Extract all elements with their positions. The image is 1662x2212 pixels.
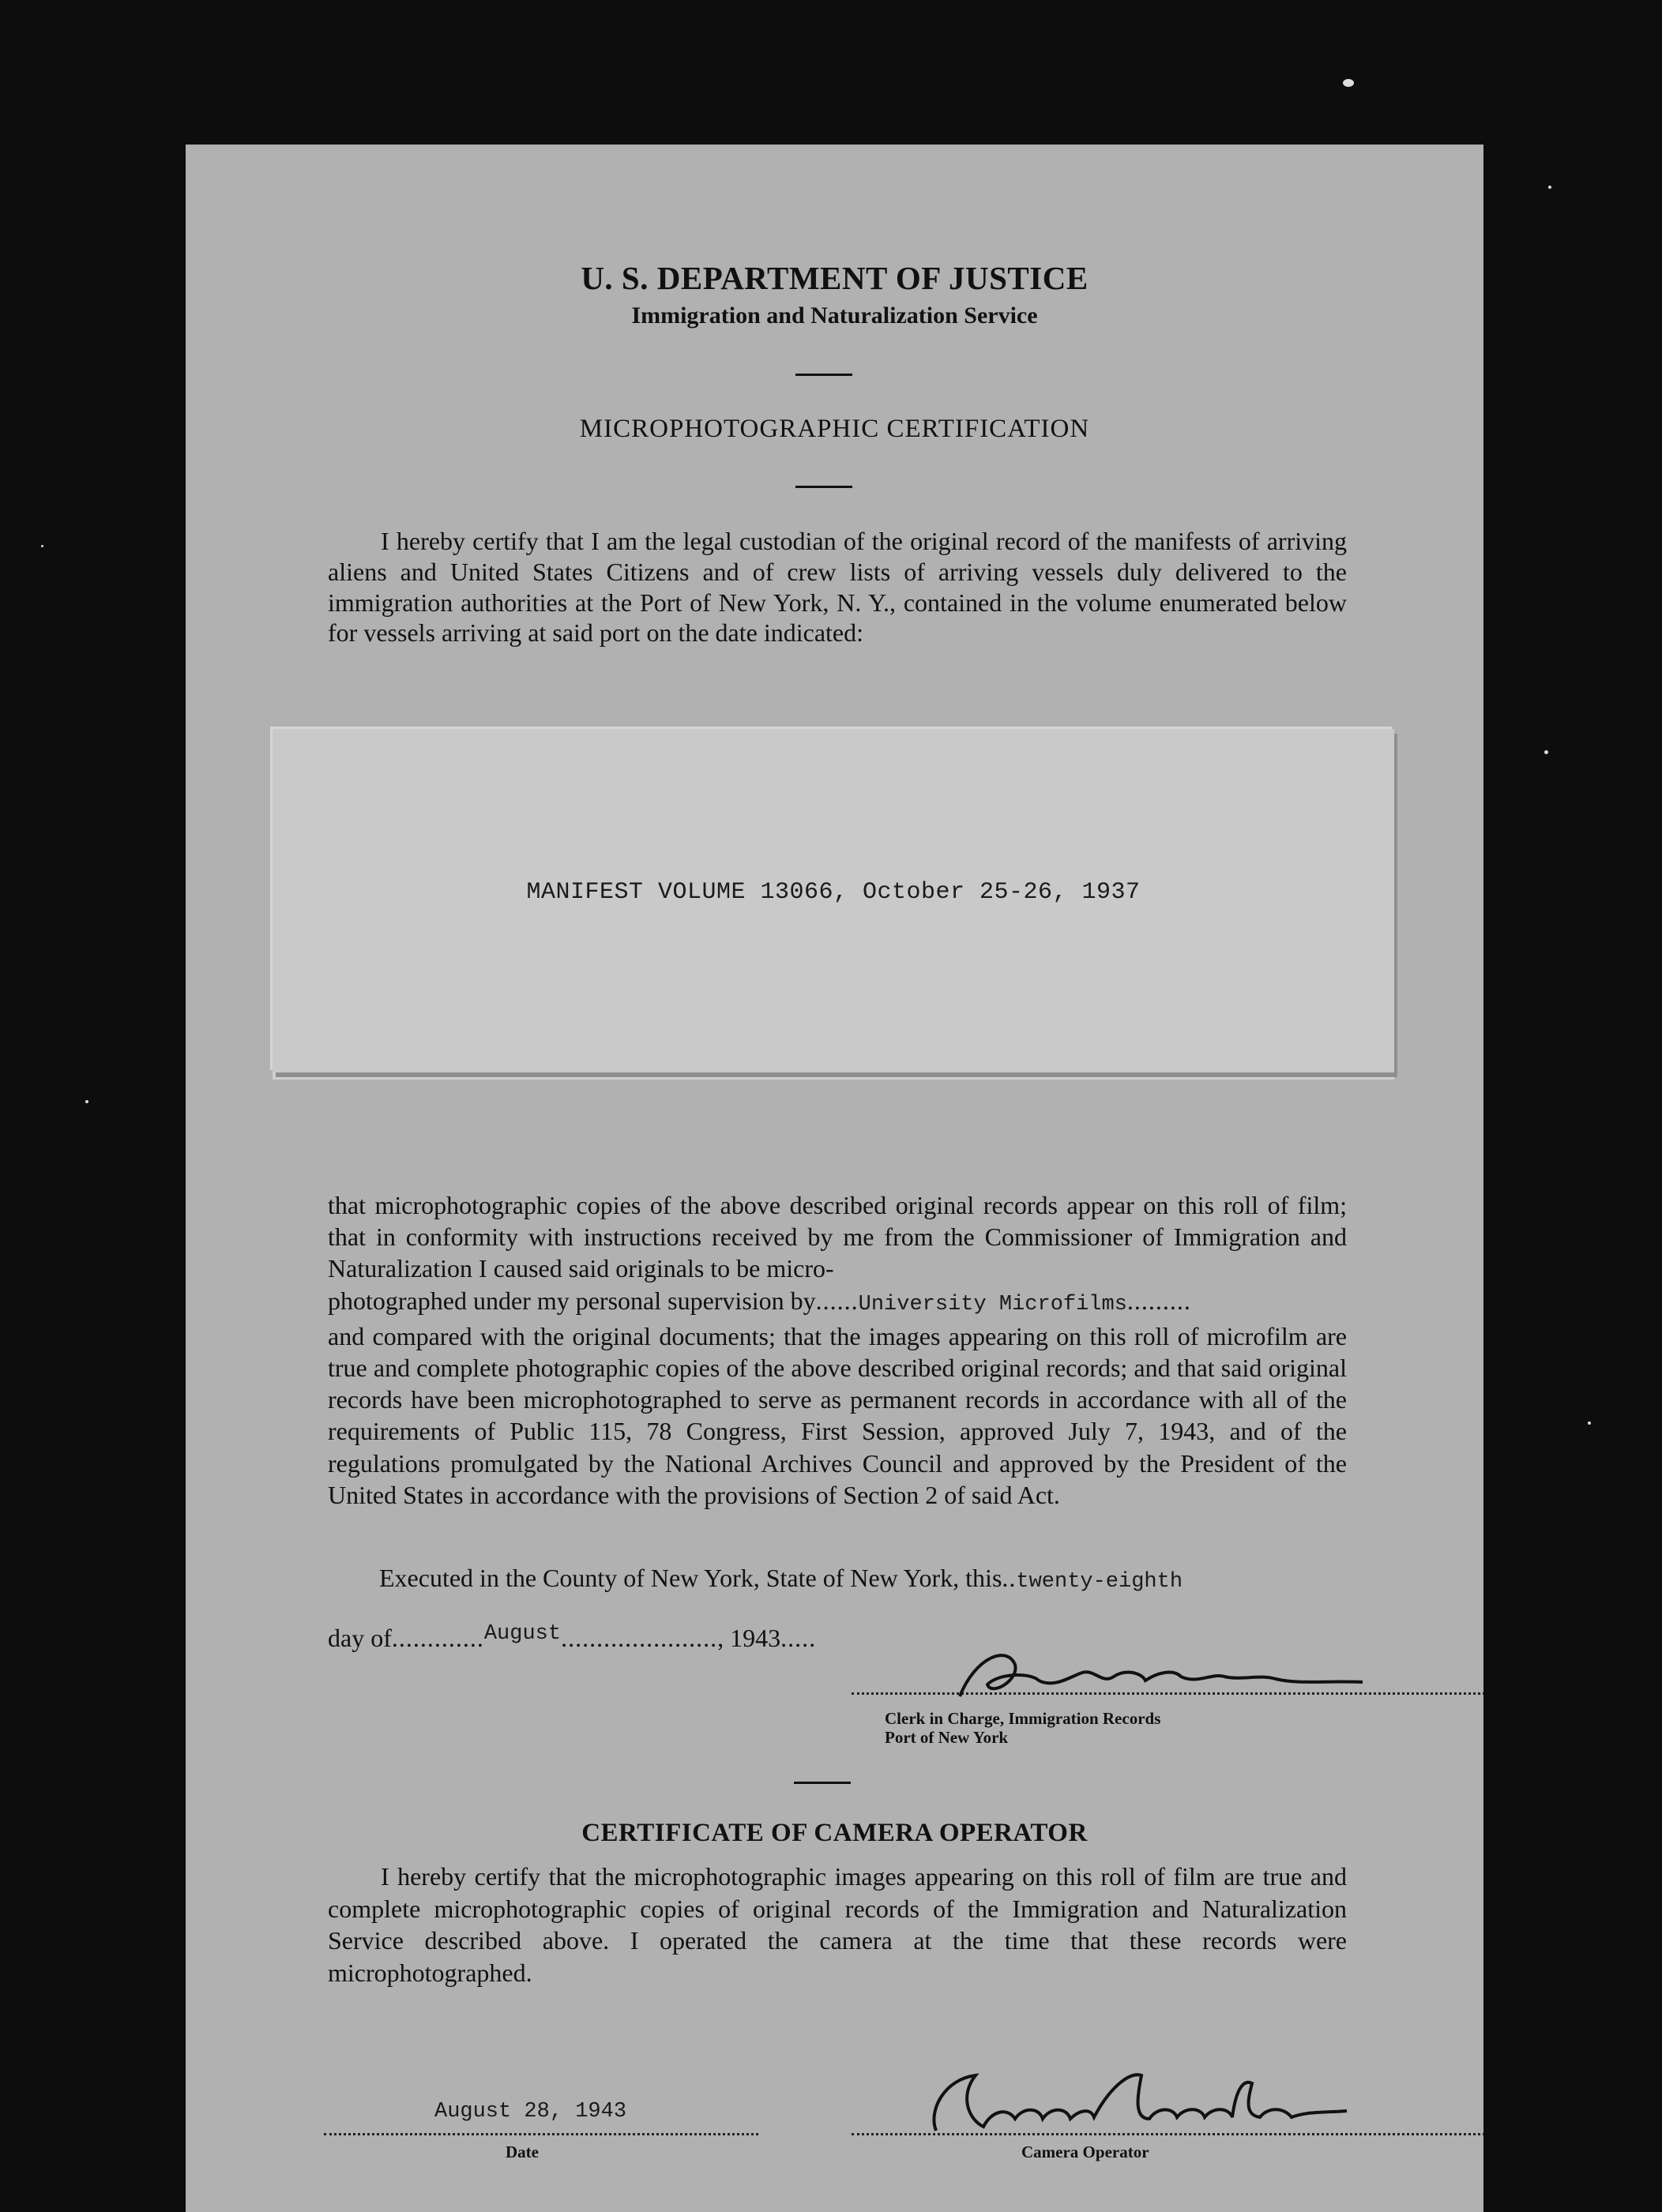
clerk-title-line-1: Clerk in Charge, Immigration Records — [885, 1709, 1161, 1728]
certification-body — [328, 1189, 1347, 1511]
volume-slip — [273, 729, 1394, 1072]
day-of-line — [328, 1624, 816, 1654]
executed-prefix: Executed in the County of New York, State of New York, this — [379, 1564, 1002, 1592]
clerk-title-line-2: Port of New York — [885, 1728, 1009, 1747]
month-field: August — [483, 1622, 562, 1646]
clerk-signature — [944, 1641, 1386, 1704]
dot-leader: ............. — [391, 1624, 484, 1652]
certificate-page — [186, 145, 1483, 2212]
divider-rule — [794, 1782, 851, 1784]
executed-line — [379, 1564, 1183, 1594]
manifest-volume-text: MANIFEST VOLUME 13066, October 25-26, 1937 — [526, 879, 1141, 906]
clerk-title — [885, 1709, 1160, 1747]
custodian-statement: I hereby certify that I am the legal custodian of the original record of the manifests of arriving aliens and United States Citizens and of crew lists of arriving vessels duly delivered to the immigration authorities at the Port of New York, N. Y., contained in the volume enumerated below for vessels arriving at said port on the date indicated: — [328, 527, 1347, 648]
date-signature-line — [324, 2133, 758, 2135]
date-field: August 28, 1943 — [434, 2100, 627, 2124]
operator-signature — [912, 2064, 1355, 2139]
day-of-label: day of — [328, 1624, 392, 1652]
dot-leader: ......... — [1126, 1286, 1191, 1315]
department-heading: U. S. DEPARTMENT OF JUSTICE — [581, 260, 1089, 296]
service-subheading: Immigration and Naturalization Service — [631, 302, 1038, 329]
camera-operator-statement: I hereby certify that the microphotographic images appearing on this roll of film are true and complete microphotographic copies of original records of the Immigration and Naturalization Service described above. I operated the camera at the time that these records were microphotographed. — [328, 1862, 1347, 1987]
dot-leader: ...................... — [561, 1624, 718, 1652]
operator-label: Camera Operator — [1021, 2143, 1149, 2161]
dot-leader: ..... — [780, 1624, 817, 1652]
certification-title: MICROPHOTOGRAPHIC CERTIFICATION — [579, 415, 1090, 443]
date-label: Date — [506, 2143, 539, 2161]
supervision-prefix: photographed under my personal supervision by — [328, 1286, 816, 1315]
supervision-line — [328, 1285, 1347, 1320]
divider-rule — [795, 374, 852, 376]
year-text: , 1943 — [717, 1624, 781, 1652]
divider-rule — [795, 486, 852, 488]
camera-operator-heading: CERTIFICATE OF CAMERA OPERATOR — [581, 1819, 1088, 1847]
filmed-by-field: University Microfilms — [858, 1292, 1127, 1316]
body-remainder: and compared with the original documents; that the images appearing on this roll of microfilm are true and complete photographic copies of the above described original records; and that said original records have been microphotographed to serve as permanent records in accordance with all of the requirements of Public 115, 78 Congress, First Session, approved July 7, 1943, and of the regulations promulgated by the National Archives Council and approved by the President of the United States in accordance with the provisions of Section 2 of said Act. — [328, 1321, 1347, 1509]
dot-leader: .. — [1002, 1564, 1017, 1592]
body-line-1: that microphotographic copies of the above described original records appear on this roll of film; that in conformity with instructions received by me from the Commissioner of Immigration and Naturalization I caused said originals to be micro- — [328, 1191, 1347, 1283]
dot-leader: ...... — [815, 1286, 859, 1315]
day-field: twenty-eighth — [1016, 1570, 1183, 1594]
